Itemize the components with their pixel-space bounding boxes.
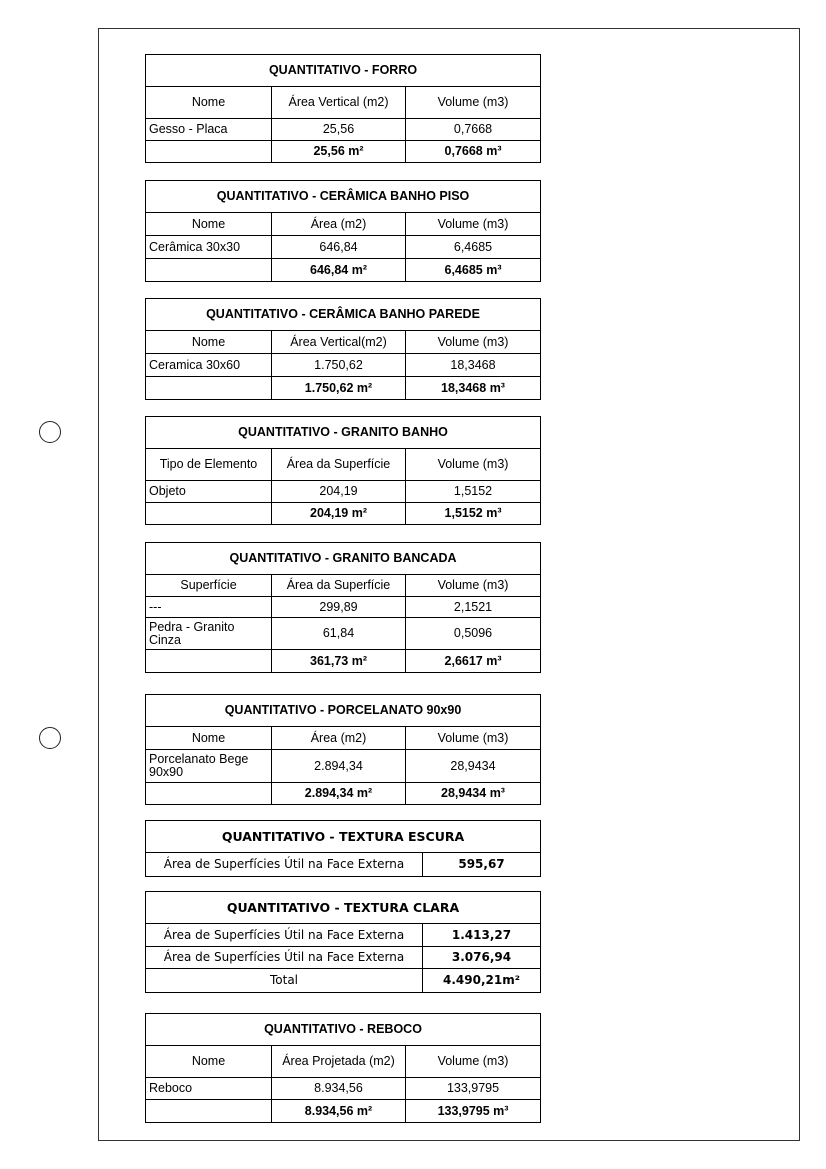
column-header: Volume (m3) bbox=[406, 727, 541, 750]
table-cell: 133,9795 bbox=[406, 1078, 541, 1100]
table-title: QUANTITATIVO - TEXTURA ESCURA bbox=[146, 821, 541, 853]
table-cell: Cerâmica 30x30 bbox=[146, 236, 272, 259]
table-title: QUANTITATIVO - FORRO bbox=[146, 55, 541, 87]
table-cell: 3.076,94 bbox=[423, 947, 541, 969]
table-cell: Porcelanato Bege 90x90 bbox=[146, 750, 272, 783]
total-cell: 6,4685 m³ bbox=[406, 259, 541, 282]
table-title: QUANTITATIVO - PORCELANATO 90x90 bbox=[146, 695, 541, 727]
table-cell: Objeto bbox=[146, 481, 272, 503]
table-cell: --- bbox=[146, 597, 272, 618]
total-cell: Total bbox=[146, 969, 423, 993]
table-cell: 204,19 bbox=[272, 481, 406, 503]
table-cell: 595,67 bbox=[423, 853, 541, 877]
column-header: Área (m2) bbox=[272, 727, 406, 750]
table-cell: 0,7668 bbox=[406, 119, 541, 141]
column-header: Área Vertical (m2) bbox=[272, 87, 406, 119]
table-forro bbox=[145, 54, 541, 163]
table-cell: 25,56 bbox=[272, 119, 406, 141]
table-cell: Ceramica 30x60 bbox=[146, 354, 272, 377]
total-cell: 28,9434 m³ bbox=[406, 783, 541, 805]
column-header: Volume (m3) bbox=[406, 575, 541, 597]
binder-hole-top bbox=[39, 421, 61, 443]
table-ceramica-parede bbox=[145, 298, 541, 400]
table-cell: 28,9434 bbox=[406, 750, 541, 783]
total-cell bbox=[146, 650, 272, 673]
table-title: QUANTITATIVO - GRANITO BANCADA bbox=[146, 543, 541, 575]
total-cell: 25,56 m² bbox=[272, 141, 406, 163]
table-cell: Área de Superfícies Útil na Face Externa bbox=[146, 853, 423, 877]
column-header: Nome bbox=[146, 87, 272, 119]
total-cell: 2.894,34 m² bbox=[272, 783, 406, 805]
column-header: Volume (m3) bbox=[406, 1046, 541, 1078]
total-cell: 646,84 m² bbox=[272, 259, 406, 282]
column-header: Volume (m3) bbox=[406, 213, 541, 236]
total-cell bbox=[146, 377, 272, 400]
table-cell: 6,4685 bbox=[406, 236, 541, 259]
column-header: Nome bbox=[146, 1046, 272, 1078]
total-cell: 1,5152 m³ bbox=[406, 503, 541, 525]
table-textura-clara bbox=[145, 891, 541, 993]
table-cell: 2,1521 bbox=[406, 597, 541, 618]
table-cell: 61,84 bbox=[272, 618, 406, 650]
total-cell bbox=[146, 259, 272, 282]
total-cell: 1.750,62 m² bbox=[272, 377, 406, 400]
table-cell: Pedra - Granito Cinza bbox=[146, 618, 272, 650]
table-title: QUANTITATIVO - REBOCO bbox=[146, 1014, 541, 1046]
table-cell: 646,84 bbox=[272, 236, 406, 259]
column-header: Tipo de Elemento bbox=[146, 449, 272, 481]
table-cell: 299,89 bbox=[272, 597, 406, 618]
table-textura-escura bbox=[145, 820, 541, 877]
column-header: Área da Superfície bbox=[272, 575, 406, 597]
table-cell: 1.750,62 bbox=[272, 354, 406, 377]
table-cell: Gesso - Placa bbox=[146, 119, 272, 141]
column-header: Área da Superfície bbox=[272, 449, 406, 481]
table-cell: 1.413,27 bbox=[423, 924, 541, 947]
total-cell: 4.490,21m² bbox=[423, 969, 541, 993]
column-header: Área Vertical(m2) bbox=[272, 331, 406, 354]
column-header: Superfície bbox=[146, 575, 272, 597]
total-cell bbox=[146, 503, 272, 525]
table-cell: 1,5152 bbox=[406, 481, 541, 503]
binder-hole-bottom bbox=[39, 727, 61, 749]
column-header: Nome bbox=[146, 213, 272, 236]
column-header: Área Projetada (m2) bbox=[272, 1046, 406, 1078]
table-granito-banho bbox=[145, 416, 541, 525]
table-cell: 8.934,56 bbox=[272, 1078, 406, 1100]
total-cell: 0,7668 m³ bbox=[406, 141, 541, 163]
table-porcelanato bbox=[145, 694, 541, 805]
table-title: QUANTITATIVO - GRANITO BANHO bbox=[146, 417, 541, 449]
table-reboco bbox=[145, 1013, 541, 1123]
table-cell: Área de Superfícies Útil na Face Externa bbox=[146, 947, 423, 969]
table-cell: Reboco bbox=[146, 1078, 272, 1100]
table-cell: 18,3468 bbox=[406, 354, 541, 377]
table-ceramica-piso bbox=[145, 180, 541, 282]
table-cell: Área de Superfícies Útil na Face Externa bbox=[146, 924, 423, 947]
total-cell bbox=[146, 141, 272, 163]
table-title: QUANTITATIVO - CERÂMICA BANHO PISO bbox=[146, 181, 541, 213]
column-header: Volume (m3) bbox=[406, 449, 541, 481]
table-title: QUANTITATIVO - CERÂMICA BANHO PAREDE bbox=[146, 299, 541, 331]
total-cell: 18,3468 m³ bbox=[406, 377, 541, 400]
column-header: Nome bbox=[146, 727, 272, 750]
table-cell: 0,5096 bbox=[406, 618, 541, 650]
table-cell: 2.894,34 bbox=[272, 750, 406, 783]
column-header: Nome bbox=[146, 331, 272, 354]
table-title: QUANTITATIVO - TEXTURA CLARA bbox=[146, 892, 541, 924]
table-granito-bancada bbox=[145, 542, 541, 673]
total-cell: 361,73 m² bbox=[272, 650, 406, 673]
total-cell bbox=[146, 1100, 272, 1123]
column-header: Volume (m3) bbox=[406, 331, 541, 354]
column-header: Área (m2) bbox=[272, 213, 406, 236]
total-cell: 2,6617 m³ bbox=[406, 650, 541, 673]
total-cell: 204,19 m² bbox=[272, 503, 406, 525]
total-cell bbox=[146, 783, 272, 805]
column-header: Volume (m3) bbox=[406, 87, 541, 119]
total-cell: 133,9795 m³ bbox=[406, 1100, 541, 1123]
total-cell: 8.934,56 m² bbox=[272, 1100, 406, 1123]
